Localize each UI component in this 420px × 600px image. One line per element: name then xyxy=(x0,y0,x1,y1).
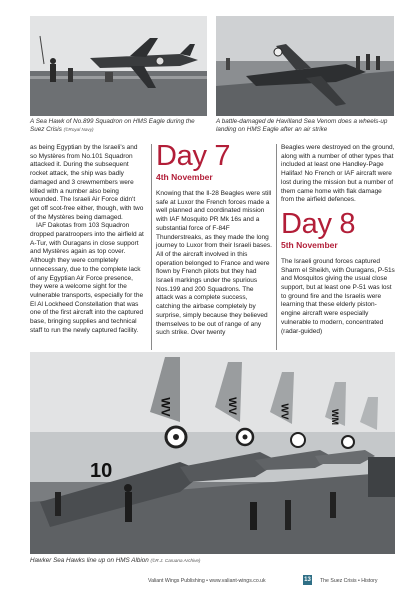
caption-text: A battle-damaged de Havilland Sea Venom does a wheels-up landing on HMS Eagle after an air strike xyxy=(216,118,388,133)
photo-sea-hawk-eagle xyxy=(30,16,207,116)
footer-publisher: Valiant Wings Publishing • www.valiant-wings.co.uk xyxy=(148,578,266,584)
aircraft-code: 10 xyxy=(90,460,113,482)
paragraph: as being Egyptian by the Israeli's and so Mystères from No.101 Squadron attacked it. During the subsequent rocket attack, the ship was badly damaged and 3 crewmembers were killed with a number also being wounded. The Israeli Air Force didn't get off scot-free either, though, with two of the Mystères being damaged. xyxy=(30,144,144,221)
column-divider xyxy=(276,144,277,350)
photo-caption xyxy=(216,118,394,134)
aircraft-code: WV xyxy=(158,397,173,417)
day-heading: Day 8 xyxy=(281,207,356,240)
caption-credit: (©Royal Navy) xyxy=(63,127,94,132)
paragraph: The Israeli ground forces captured Sharm el Sheikh, with Ouragans, P-51s and Mosquitos giving the usual close support, but at least one P-51 was lost to ground fire and the Israelis were learning that these elderly piston-engine aircraft were especially vulnerable to modern, concentrated (radar-guided) xyxy=(281,257,395,335)
paragraph: Knowing that the Il-28 Beagles were still safe at Luxor the French forces made a well planned and coordinated mission with IAF Mosquito PR Mk 16s and a substantial force of F-84F Thunderstreaks, as they made the long journey to Luxor from their Israeli bases. All of the aircraft involved in this operation belonged to France and were flown by French pilots but they had Israeli markings under the spurious Nos.199 and 200 Squadrons. The attack was a complete success, catching the airbase completely by surprise, simply because they believed themselves to be out of range of any such strike. Over twenty xyxy=(156,190,272,337)
text-column-1 xyxy=(30,144,146,335)
photo-sea-hawks-albion xyxy=(30,352,395,554)
aircraft-code: WV xyxy=(278,403,290,420)
aircraft-code: WM xyxy=(330,409,340,425)
photo-sea-venom-landing xyxy=(216,16,394,116)
column-divider xyxy=(151,144,152,350)
photo-caption xyxy=(30,118,210,134)
photo-caption xyxy=(30,557,395,565)
day-heading: Day 7 xyxy=(156,140,231,172)
day-date: 5th November xyxy=(281,239,338,250)
caption-credit: (©R.J. Caruana Archive) xyxy=(150,558,201,563)
paragraph: IAF Dakotas from 103 Squadron dropped paratroopers into the airfield at A-Tur, with Ouragans in close support and Mystères again as top cover. Although they were completely unnecessary, due to the complete lack of any Egyptian Air Force presence, they were a welcome sight for the vulnerable transports, especially for the El Al Lockheed Constellation that was one of the first aircraft into the captured base, bringing supplies and technical staff to run the newly captured facility. xyxy=(30,222,144,334)
text-column-2 xyxy=(156,142,272,338)
day-date: 4th November xyxy=(156,172,213,182)
paragraph: Beagles were destroyed on the ground, along with a number of other types that included at least one Handley-Page Halifax! No French or IAF aircraft were lost during the mission but a number of them came home with flak damage from the airfield defences. xyxy=(281,144,395,204)
aircraft-code: WV xyxy=(225,397,238,415)
footer-section: The Suez Crisis • History xyxy=(320,578,378,584)
caption-text: Hawker Sea Hawks line up on HMS Albion xyxy=(30,557,149,564)
text-column-3 xyxy=(281,144,395,336)
page-number: 13 xyxy=(304,577,311,583)
caption-text: A Sea Hawk of No.899 Squadron on HMS Eagle during the Suez Crisis xyxy=(30,118,195,133)
